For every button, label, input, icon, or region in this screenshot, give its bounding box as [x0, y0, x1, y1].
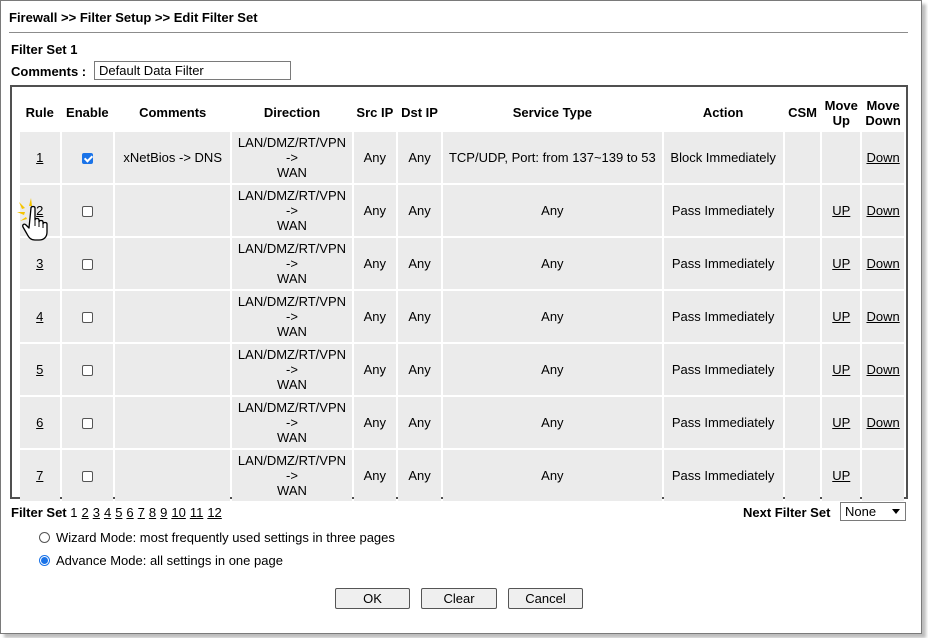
move-up-cell [822, 450, 860, 501]
rule-number-link[interactable]: 1 [36, 150, 44, 165]
next-filter-set-label: Next Filter Set [743, 505, 831, 520]
enable-checkbox-cell-cell [62, 185, 114, 236]
rule-action: Block Immediately [670, 150, 776, 165]
rule-src-ip-cell [354, 450, 396, 501]
table-row [20, 450, 904, 501]
direction-to: WAN [277, 377, 307, 392]
rule-direction-cell [232, 185, 352, 236]
rule-service-type-cell [443, 132, 662, 183]
enable-checkbox[interactable] [82, 471, 93, 482]
rule-dst-ip: Any [408, 203, 431, 218]
rule-action-cell [664, 132, 783, 183]
pager-link[interactable]: 2 [81, 505, 89, 520]
move-up-link[interactable]: UP [832, 468, 851, 483]
enable-checkbox-cell-cell [62, 238, 114, 289]
rule-action-cell [664, 291, 783, 342]
rule-src-ip-cell [354, 344, 396, 395]
rule-service-type: Any [541, 203, 564, 218]
rule-comments-cell [115, 291, 230, 342]
move-down-cell [862, 291, 904, 342]
col-direction: Direction [263, 105, 321, 120]
rule-dst-ip-cell [398, 344, 441, 395]
rule-dst-ip: Any [408, 150, 431, 165]
move-down-cell [862, 344, 904, 395]
direction-arrow: -> [286, 203, 298, 218]
direction-arrow: -> [286, 256, 298, 271]
rule-csm-cell [785, 238, 821, 289]
direction-from: LAN/DMZ/RT/VPN [237, 400, 347, 415]
pager-link[interactable]: 8 [148, 505, 157, 520]
direction-arrow: -> [286, 415, 298, 430]
rule-dst-ip-cell [398, 397, 441, 448]
rule-src-ip-cell [354, 291, 396, 342]
enable-checkbox-cell-cell [62, 344, 114, 395]
rule-action-cell [664, 185, 783, 236]
direction-arrow: -> [286, 362, 298, 377]
col-rule: Rule [25, 105, 54, 120]
rule-service-type-cell [443, 291, 662, 342]
next-filter-set-value: None [845, 504, 877, 519]
move-up-cell [822, 185, 860, 236]
rule-dst-ip: Any [408, 362, 431, 377]
advance-mode-option[interactable] [39, 553, 283, 568]
rule-number-link-cell [20, 132, 60, 183]
clear-button[interactable]: Clear [421, 588, 497, 609]
rule-csm-cell [785, 450, 821, 501]
rule-csm-cell [785, 344, 821, 395]
rule-number-link-cell [20, 397, 60, 448]
rule-direction-cell [232, 132, 352, 183]
hand-pointer-icon [17, 196, 51, 242]
rule-service-type: Any [541, 468, 564, 483]
advance-mode-radio[interactable] [39, 555, 50, 566]
move-down-cell [862, 185, 904, 236]
col-move-up-line1: Move [824, 97, 858, 113]
rule-number-link[interactable]: 2 [36, 203, 44, 218]
col-move-down-line1: Move [866, 97, 900, 113]
rule-action: Pass Immediately [671, 203, 775, 218]
enable-checkbox[interactable] [82, 418, 93, 429]
pager-link[interactable]: 6 [126, 505, 134, 520]
comments-label: Comments : [11, 64, 87, 79]
col-action: Action [702, 105, 744, 120]
rule-action: Pass Immediately [671, 362, 775, 377]
enable-checkbox-cell-cell [62, 397, 114, 448]
rule-dst-ip: Any [408, 309, 431, 324]
rule-comments-cell [115, 344, 230, 395]
rule-action: Pass Immediately [671, 468, 775, 483]
move-down-cell [862, 450, 904, 501]
rule-number-link[interactable]: 5 [36, 362, 44, 377]
col-comments: Comments [139, 105, 207, 120]
rule-csm-cell [785, 132, 821, 183]
rule-number-link-cell [20, 291, 60, 342]
pager-label: Filter Set [11, 505, 67, 520]
rule-src-ip-cell [354, 238, 396, 289]
rule-action: Pass Immediately [671, 256, 775, 271]
rule-comments-cell [115, 397, 230, 448]
comments-input[interactable] [94, 61, 291, 80]
move-down-link[interactable]: Down [866, 309, 900, 324]
direction-from: LAN/DMZ/RT/VPN [237, 135, 347, 150]
rule-src-ip-cell [354, 185, 396, 236]
rule-src-ip: Any [363, 203, 387, 218]
col-move-up-line2: Up [832, 112, 850, 128]
rule-service-type: TCP/UDP, Port: from 137~139 to 53 [448, 150, 656, 165]
rule-service-type-cell [443, 450, 662, 501]
direction-arrow: -> [286, 150, 298, 165]
rule-dst-ip: Any [408, 256, 431, 271]
header-divider [9, 32, 908, 33]
rule-action-cell [664, 397, 783, 448]
rule-dst-ip-cell [398, 291, 441, 342]
wizard-mode-radio[interactable] [39, 532, 50, 543]
table-row [20, 291, 904, 342]
rule-direction-cell [232, 344, 352, 395]
rule-csm-cell [785, 291, 821, 342]
table-row [20, 397, 904, 448]
move-up-link[interactable]: UP [832, 362, 851, 377]
wizard-mode-label: Wizard Mode: most frequently used settings in three pages [56, 530, 395, 545]
rule-dst-ip: Any [408, 415, 431, 430]
rule-dst-ip-cell [398, 132, 441, 183]
pager-current: 1 [70, 505, 78, 520]
move-down-link[interactable]: Down [866, 150, 900, 165]
move-up-link[interactable]: UP [832, 256, 851, 271]
rule-number-link-cell [20, 450, 60, 501]
rule-direction-cell [232, 238, 352, 289]
direction-from: LAN/DMZ/RT/VPN [237, 347, 347, 362]
rule-src-ip-cell [354, 132, 396, 183]
move-up-cell [822, 238, 860, 289]
table-header-row [20, 95, 904, 130]
move-up-cell [822, 291, 860, 342]
pager-link[interactable]: 10 [171, 505, 186, 520]
move-down-cell [862, 238, 904, 289]
table-row [20, 344, 904, 395]
pager-pages [70, 505, 226, 520]
rule-action: Pass Immediately [671, 415, 775, 430]
rule-service-type-cell [443, 185, 662, 236]
rule-src-ip-cell [354, 397, 396, 448]
rules-table-box [10, 85, 908, 499]
rule-service-type-cell [443, 238, 662, 289]
enable-checkbox-cell-cell [62, 291, 114, 342]
enable-checkbox[interactable] [82, 206, 93, 217]
move-down-link[interactable]: Down [866, 362, 900, 377]
direction-to: WAN [277, 271, 307, 286]
enable-checkbox[interactable] [82, 153, 93, 164]
direction-to: WAN [277, 324, 307, 339]
rule-src-ip: Any [363, 309, 387, 324]
rule-service-type-cell [443, 397, 662, 448]
rule-dst-ip: Any [408, 468, 431, 483]
rule-comments-cell [115, 238, 230, 289]
rule-service-type-cell [443, 344, 662, 395]
enable-checkbox[interactable] [82, 259, 93, 270]
table-row [20, 185, 904, 236]
pager-link[interactable]: 11 [189, 505, 204, 520]
rule-dst-ip-cell [398, 185, 441, 236]
rule-service-type: Any [541, 256, 564, 271]
rules-table [18, 93, 906, 503]
rule-comments-cell [115, 185, 230, 236]
rule-src-ip: Any [363, 150, 387, 165]
enable-checkbox[interactable] [82, 365, 93, 376]
wizard-mode-option[interactable] [39, 530, 395, 545]
move-up-link[interactable]: UP [832, 309, 851, 324]
direction-to: WAN [277, 218, 307, 233]
rule-service-type: Any [541, 362, 564, 377]
enable-checkbox[interactable] [82, 312, 93, 323]
col-dst-ip: Dst IP [401, 105, 438, 120]
chevron-down-icon [892, 509, 900, 514]
advance-mode-label: Advance Mode: all settings in one page [56, 553, 283, 568]
move-up-cell [822, 344, 860, 395]
rule-src-ip: Any [363, 415, 387, 430]
rule-dst-ip-cell [398, 450, 441, 501]
rule-action-cell [664, 238, 783, 289]
move-down-link[interactable]: Down [866, 415, 900, 430]
col-src-ip: Src IP [356, 105, 394, 120]
col-move-down-line2: Down [865, 112, 901, 128]
enable-checkbox-cell-cell [62, 132, 114, 183]
rule-direction-cell [232, 450, 352, 501]
move-up-cell [822, 397, 860, 448]
rule-direction-cell [232, 291, 352, 342]
direction-to: WAN [277, 165, 307, 180]
move-down-link[interactable]: Down [866, 203, 900, 218]
page-title: Firewall >> Filter Setup >> Edit Filter Set [9, 10, 258, 25]
table-row [20, 132, 904, 183]
rule-comments: xNetBios -> DNS [123, 150, 222, 165]
direction-from: LAN/DMZ/RT/VPN [237, 241, 347, 256]
rule-csm-cell [785, 397, 821, 448]
rule-number-link-cell [20, 238, 60, 289]
rule-number-link[interactable]: 7 [36, 468, 44, 483]
pager-link[interactable]: 12 [207, 505, 222, 520]
rule-dst-ip-cell [398, 238, 441, 289]
rule-number-link[interactable]: 4 [36, 309, 44, 324]
pager-link[interactable]: 9 [160, 505, 168, 520]
col-move-down [862, 95, 904, 130]
col-move-up [822, 95, 860, 130]
table-row [20, 238, 904, 289]
filter-set-pager [11, 505, 226, 520]
rule-action-cell [664, 344, 783, 395]
rule-action: Pass Immediately [671, 309, 775, 324]
col-service-type: Service Type [512, 105, 592, 120]
col-csm: CSM [788, 105, 817, 120]
pager-link[interactable]: 7 [137, 505, 145, 520]
move-up-link[interactable]: UP [832, 203, 851, 218]
move-down-cell [862, 132, 904, 183]
rule-src-ip: Any [363, 468, 387, 483]
move-down-cell [862, 397, 904, 448]
rule-number-link-cell [20, 344, 60, 395]
direction-from: LAN/DMZ/RT/VPN [237, 294, 347, 309]
rule-number-link[interactable]: 6 [36, 415, 44, 430]
direction-arrow: -> [286, 309, 298, 324]
rule-src-ip: Any [363, 362, 387, 377]
rule-number-link[interactable]: 3 [36, 256, 44, 271]
move-down-link[interactable]: Down [866, 256, 900, 271]
col-enable: Enable [66, 105, 109, 120]
rule-action-cell [664, 450, 783, 501]
direction-to: WAN [277, 483, 307, 498]
filter-set-name: Filter Set 1 [11, 42, 78, 57]
direction-to: WAN [277, 430, 307, 445]
rule-comments-cell [115, 132, 230, 183]
rule-service-type: Any [541, 309, 564, 324]
direction-from: LAN/DMZ/RT/VPN [237, 453, 347, 468]
move-up-link[interactable]: UP [832, 415, 851, 430]
rule-comments-cell [115, 450, 230, 501]
direction-arrow: -> [286, 468, 298, 483]
next-filter-set-select[interactable] [840, 502, 906, 521]
pager-link[interactable]: 5 [115, 505, 123, 520]
rule-service-type: Any [541, 415, 564, 430]
enable-checkbox-cell-cell [62, 450, 114, 501]
rule-direction-cell [232, 397, 352, 448]
pager-link[interactable]: 3 [92, 505, 100, 520]
rule-src-ip: Any [363, 256, 387, 271]
cancel-button[interactable]: Cancel [508, 588, 583, 609]
pager-link[interactable]: 4 [103, 505, 112, 520]
move-up-cell [822, 132, 860, 183]
rule-csm-cell [785, 185, 821, 236]
ok-button[interactable]: OK [335, 588, 410, 609]
direction-from: LAN/DMZ/RT/VPN [237, 188, 347, 203]
